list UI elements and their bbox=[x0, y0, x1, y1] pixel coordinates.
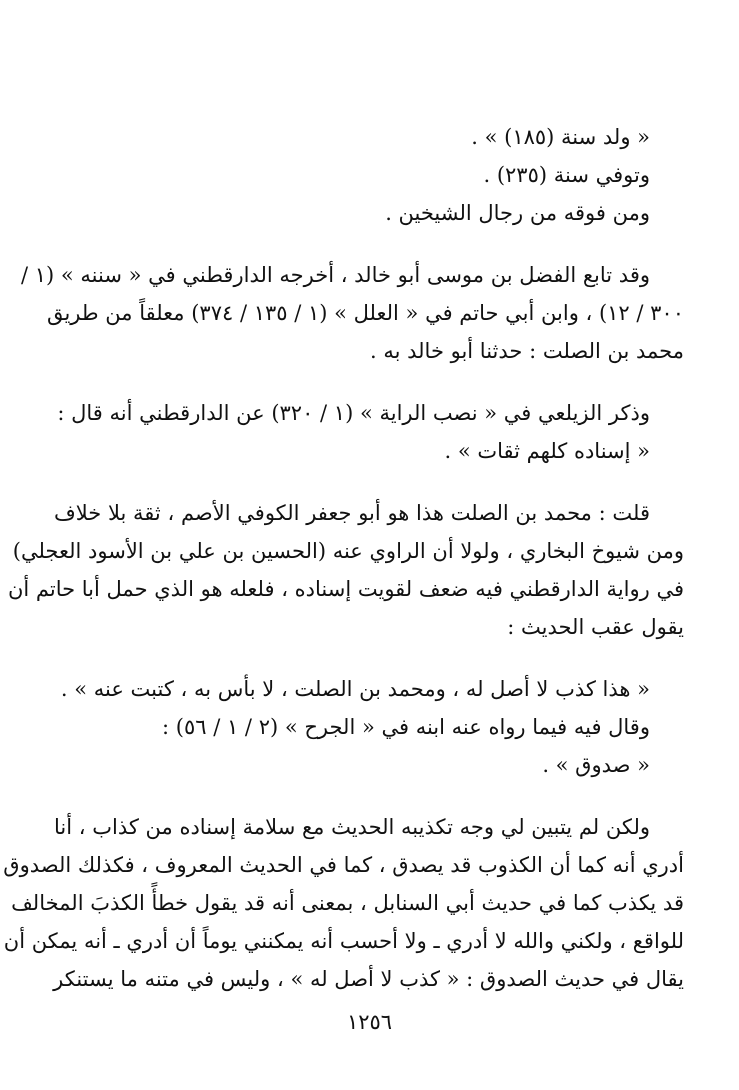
text-line: ولكن لم يتبين لي وجه تكذيبه الحديث مع سلامة إسناده من كذاب ، أنا bbox=[54, 815, 650, 839]
text-line: قد يكذب كما في حديث أبي السنابل ، بمعنى أنه قد يقول خطأً الكذبَ المخالف bbox=[11, 891, 684, 915]
page-text bbox=[3, 118, 684, 998]
text-line: « ولد سنة (١٨٥) » . bbox=[471, 125, 650, 149]
text-line: ومن فوقه من رجال الشيخين . bbox=[385, 201, 650, 225]
text-line: أدري أنه كما أن الكذوب قد يصدق ، كما في الحديث المعروف ، فكذلك الصدوق bbox=[3, 853, 684, 877]
text-line: محمد بن الصلت : حدثنا أبو خالد به . bbox=[370, 339, 684, 363]
text-line: « صدوق » . bbox=[542, 753, 650, 777]
text-line: ومن شيوخ البخاري ، ولولا أن الراوي عنه (الحسين بن علي بن الأسود العجلي) bbox=[12, 539, 684, 563]
text-line: « هذا كذب لا أصل له ، ومحمد بن الصلت ، لا بأس به ، كتبت عنه » . bbox=[60, 677, 650, 701]
text-line: وقال فيه فيما رواه عنه ابنه في « الجرح » (٢ / ١ / ٥٦) : bbox=[162, 715, 650, 739]
text-line: قلت : محمد بن الصلت هذا هو أبو جعفر الكوفي الأصم ، ثقة بلا خلاف bbox=[54, 501, 650, 525]
text-line: يقال في حديث الصدوق : « كذب لا أصل له » ، وليس في متنه ما يستنكر bbox=[53, 967, 684, 991]
page-number: ١٢٥٦ bbox=[346, 1010, 393, 1034]
text-line: وقد تابع الفضل بن موسى أبو خالد ، أخرجه الدارقطني في « سننه » (١ / bbox=[20, 263, 650, 287]
text-line: ٣٠٠ / ١٢) ، وابن أبي حاتم في « العلل » (١ / ١٣٥ / ٣٧٤) معلقاً من طريق bbox=[46, 301, 684, 325]
text-line: « إسناده كلهم ثقات » . bbox=[444, 439, 650, 463]
text-line: للواقع ، ولكني والله لا أدري ـ ولا أحسب أنه يمكنني يوماً أن أدري ـ أنه يمكن أن bbox=[3, 929, 684, 953]
text-line: في رواية الدارقطني فيه ضعف لقويت إسناده ، فلعله هو الذي حمل أبا حاتم أن bbox=[7, 577, 684, 601]
text-line: وتوفي سنة (٢٣٥) . bbox=[483, 163, 650, 187]
text-line: وذكر الزيلعي في « نصب الراية » (١ / ٣٢٠) عن الدارقطني أنه قال : bbox=[57, 401, 650, 425]
text-line: يقول عقب الحديث : bbox=[507, 615, 684, 639]
